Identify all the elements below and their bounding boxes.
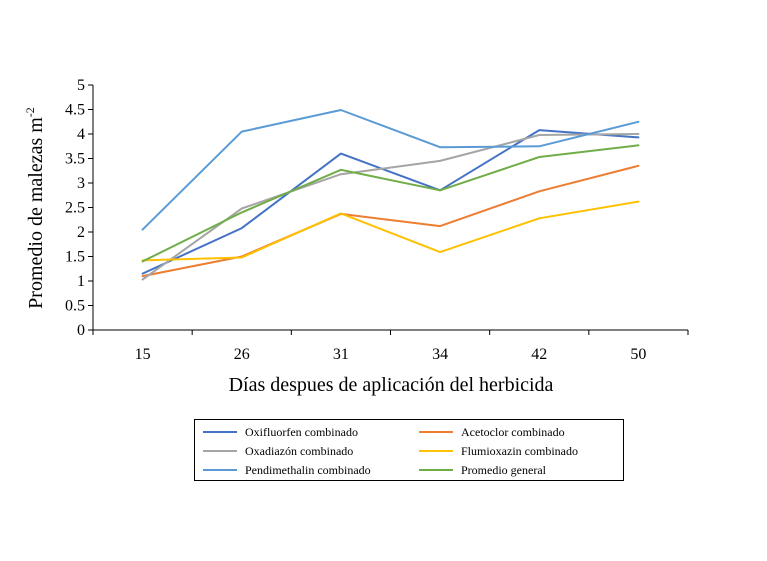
legend-swatch-flumioxazin [419, 450, 453, 452]
y-tick-label: 3.5 [65, 150, 85, 168]
legend-swatch-acetoclor [419, 431, 453, 433]
y-tick-label: 3 [77, 175, 85, 192]
legend-label-pendimethalin: Pendimethalin combinado [245, 462, 371, 477]
legend-label-acetoclor: Acetoclor combinado [461, 424, 565, 439]
y-tick-label: 5 [77, 77, 85, 94]
series-line-flumioxazin-combinado [143, 202, 639, 261]
legend-swatch-promedio-general [419, 469, 453, 471]
x-tick-label: 15 [134, 346, 151, 363]
legend-swatch-oxadiazon [203, 450, 237, 452]
y-tick-label: 0.5 [65, 297, 85, 315]
x-tick-label: 31 [332, 346, 349, 363]
series-line-promedio-general [143, 145, 639, 261]
legend-label-oxadiazon: Oxadiazón combinado [245, 443, 354, 458]
y-tick-label: 1 [77, 273, 85, 290]
legend-swatch-pendimethalin [203, 469, 237, 471]
legend-label-flumioxazin: Flumioxazin combinado [461, 443, 578, 458]
x-tick-label: 50 [630, 346, 647, 363]
x-tick-label: 26 [233, 346, 250, 363]
y-tick-label: 2 [77, 224, 85, 241]
axes [65, 77, 688, 363]
series-line-oxifluorfen-combinado [143, 130, 639, 274]
legend-swatch-oxifluorfen [203, 431, 237, 433]
y-axis-title-main: Promedio de malezas m [25, 117, 47, 309]
y-axis-title [23, 107, 47, 309]
x-axis-title: Días despues de aplicación del herbicida [228, 374, 554, 396]
legend-item-pendimethalin [203, 461, 371, 479]
x-tick-label: 34 [432, 346, 449, 363]
y-tick-label: 4.5 [65, 101, 85, 119]
series-layer [143, 110, 639, 280]
y-tick-label: 2.5 [65, 199, 85, 217]
series-line-pendimethalin-combinado [143, 110, 639, 230]
y-tick-label: 4 [77, 126, 85, 143]
legend [194, 419, 624, 481]
legend-item-flumioxazin [419, 442, 578, 460]
legend-item-oxifluorfen [203, 423, 358, 441]
y-tick-label: 0 [77, 322, 85, 339]
legend-item-promedio-general [419, 461, 546, 479]
x-tick-label: 42 [531, 346, 548, 363]
y-tick-label: 1.5 [65, 248, 85, 266]
y-axis-title-superscript: -2 [23, 107, 37, 118]
series-line-acetoclor-combinado [143, 166, 639, 276]
legend-item-acetoclor [419, 423, 565, 441]
legend-item-oxadiazon [203, 442, 353, 460]
legend-label-oxifluorfen: Oxifluorfen combinado [245, 424, 358, 439]
legend-label-promedio-general: Promedio general [461, 462, 546, 477]
